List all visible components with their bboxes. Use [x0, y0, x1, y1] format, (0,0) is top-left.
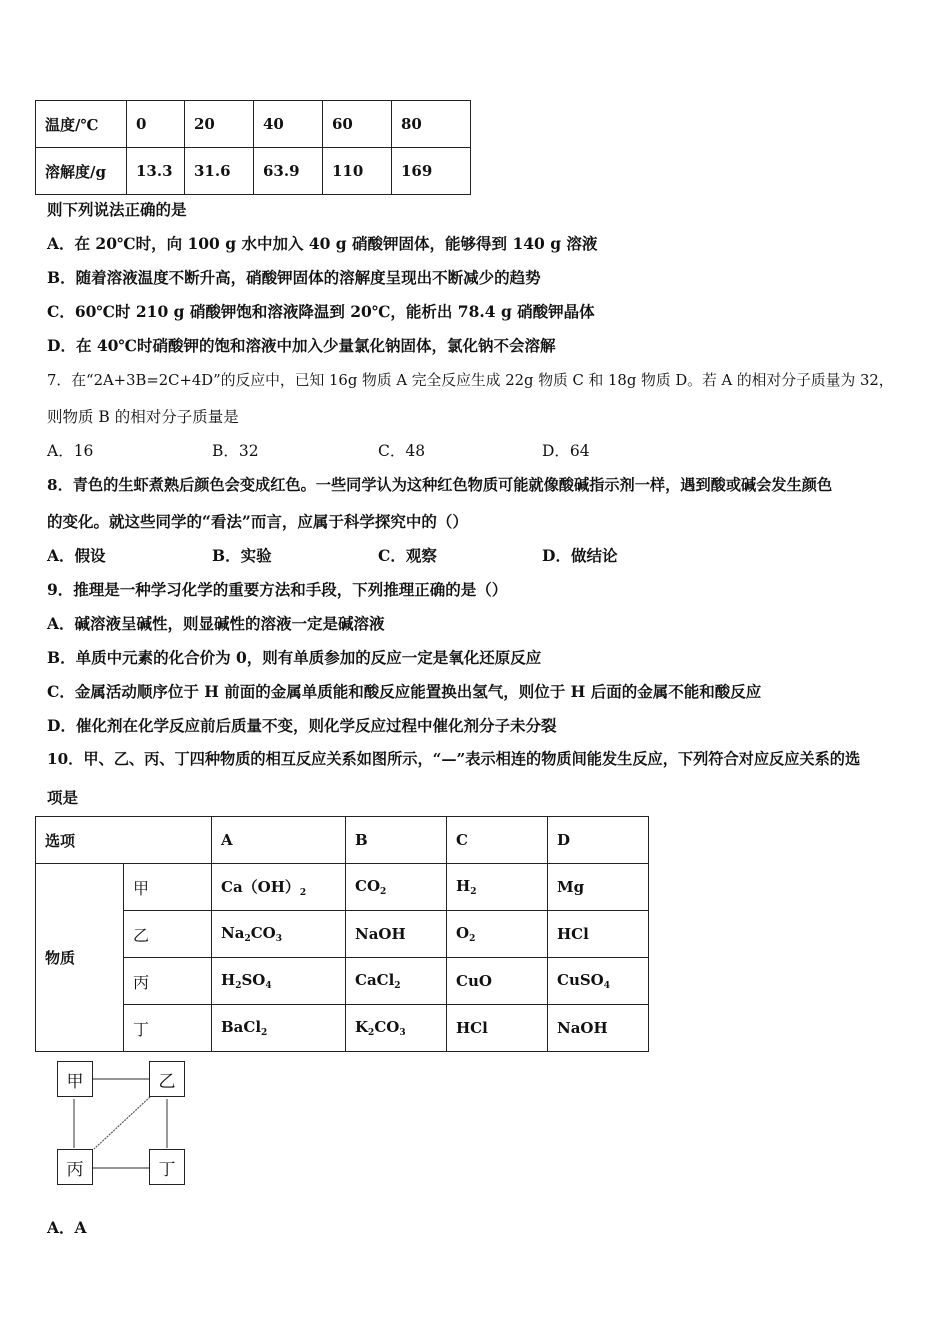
row-name: 丙: [124, 958, 212, 1005]
q6-option-c: C．60℃时 210 g 硝酸钾饱和溶液降温到 20℃，能析出 78.4 g 硝酸钾晶体: [47, 302, 595, 321]
formula-cell: HCl: [447, 1005, 548, 1052]
node-yi: 乙: [149, 1061, 185, 1097]
temperature-header: 温度/℃: [36, 101, 127, 148]
table-row: [36, 911, 649, 958]
solubility-cell: 110: [323, 148, 392, 195]
row-name: 甲: [124, 864, 212, 911]
q7-line-2: 则物质 B 的相对分子质量是: [47, 408, 239, 426]
column-header-a: A: [212, 817, 346, 864]
q8-option-a: A．假设: [47, 546, 106, 565]
formula-cell: CuO: [447, 958, 548, 1005]
table-row: [36, 958, 649, 1005]
node-ding: 丁: [149, 1149, 185, 1185]
row-name: 乙: [124, 911, 212, 958]
formula-cell: HCl: [548, 911, 649, 958]
solubility-header: 溶解度/g: [36, 148, 127, 195]
q8-line-1: 8．青色的生虾煮熟后颜色会变成红色。一些同学认为这种红色物质可能就像酸碱指示剂一样，遇到酸或碱会发生颜色: [47, 476, 833, 494]
formula-cell: CaCl$_2$: [346, 958, 447, 1005]
q10-line-2: 项是: [47, 788, 79, 807]
temperature-cell: 20: [185, 101, 254, 148]
q7-option-c: C．48: [378, 442, 426, 460]
column-header-b: B: [346, 817, 447, 864]
formula-cell: $K_2CO_3$: [346, 1005, 447, 1052]
formula-cell: Mg: [548, 864, 649, 911]
formula-cell: $O_2$: [447, 911, 548, 958]
q7-option-d: D．64: [542, 442, 590, 460]
q8-option-d: D．做结论: [542, 546, 618, 565]
formula-cell: $H_2SO_4$: [212, 958, 346, 1005]
q6-option-b: B．随着溶液温度不断升高，硝酸钾固体的溶解度呈现出不断减少的趋势: [47, 268, 541, 287]
temperature-row: [36, 101, 471, 148]
temperature-cell: 80: [392, 101, 471, 148]
formula-cell: $Na_2CO_3$: [212, 911, 346, 958]
q6-stem: 则下列说法正确的是: [47, 200, 187, 219]
node-jia: 甲: [57, 1061, 93, 1097]
table-row: [36, 1005, 649, 1052]
formula-cell: $CO_2$: [346, 864, 447, 911]
q9-option-b: B．单质中元素的化合价为 0，则有单质参加的反应一定是氧化还原反应: [47, 648, 542, 667]
solubility-row: [36, 148, 471, 195]
temperature-cell: 60: [323, 101, 392, 148]
formula-cell: NaOH: [346, 911, 447, 958]
solubility-table: [35, 100, 471, 195]
formula-cell: $H_2$: [447, 864, 548, 911]
q9-option-d: D．催化剂在化学反应前后质量不变，则化学反应过程中催化剂分子未分裂: [47, 716, 557, 735]
q9-option-a: A．碱溶液呈碱性，则显碱性的溶液一定是碱溶液: [47, 614, 385, 633]
q10-line-1: 10．甲、乙、丙、丁四种物质的相互反应关系如图所示，“—”表示相连的物质间能发生反应，下列符合对应反应关系的选: [47, 750, 861, 768]
node-bing: 丙: [57, 1149, 93, 1185]
table-row: [36, 864, 649, 911]
options-header-row: [36, 817, 649, 864]
q7-option-b: B．32: [212, 442, 259, 460]
column-header-d: D: [548, 817, 649, 864]
solubility-cell: 31.6: [185, 148, 254, 195]
q8-option-c: C．观察: [378, 546, 437, 565]
formula-cell: NaOH: [548, 1005, 649, 1052]
temperature-cell: 0: [127, 101, 185, 148]
solubility-cell: 169: [392, 148, 471, 195]
substance-group-label: 物质: [36, 864, 124, 1052]
solubility-cell: 13.3: [127, 148, 185, 195]
row-name: 丁: [124, 1005, 212, 1052]
q8-option-b: B．实验: [212, 546, 272, 565]
formula-cell: CuSO$_4$: [548, 958, 649, 1005]
solubility-cell: 63.9: [254, 148, 323, 195]
edge-yi-bing: [94, 1097, 150, 1149]
q9-option-c: C．金属活动顺序位于 H 前面的金属单质能和酸反应能置换出氢气，则位于 H 后面的金属不能和酸反应: [47, 682, 762, 701]
column-header-c: C: [447, 817, 548, 864]
options-header-label: 选项: [36, 817, 212, 864]
q9-stem: 9．推理是一种学习化学的重要方法和手段，下列推理正确的是（）: [47, 580, 508, 599]
formula-cell: $Ca(OH)_2$: [212, 864, 346, 911]
q8-line-2: 的变化。就这些同学的“看法”而言，应属于科学探究中的（）: [47, 512, 468, 531]
q7-line-1: 7．在“2A+3B=2C+4D”的反应中，已知 16g 物质 A 完全反应生成 22g 物质 C 和 18g 物质 D。若 A 的相对分子质量为 32，: [47, 372, 894, 389]
options-table: [35, 816, 649, 1052]
q10-option-a: A．A: [47, 1218, 87, 1237]
q6-option-d: D．在 40℃时硝酸钾的饱和溶液中加入少量氯化钠固体，氯化钠不会溶解: [47, 336, 556, 355]
q6-option-a: A．在 20℃时，向 100 g 水中加入 40 g 硝酸钾固体，能够得到 140 g 溶液: [47, 234, 598, 253]
formula-cell: BaCl$_2$: [212, 1005, 346, 1052]
temperature-cell: 40: [254, 101, 323, 148]
q7-option-a: A．16: [47, 442, 94, 460]
